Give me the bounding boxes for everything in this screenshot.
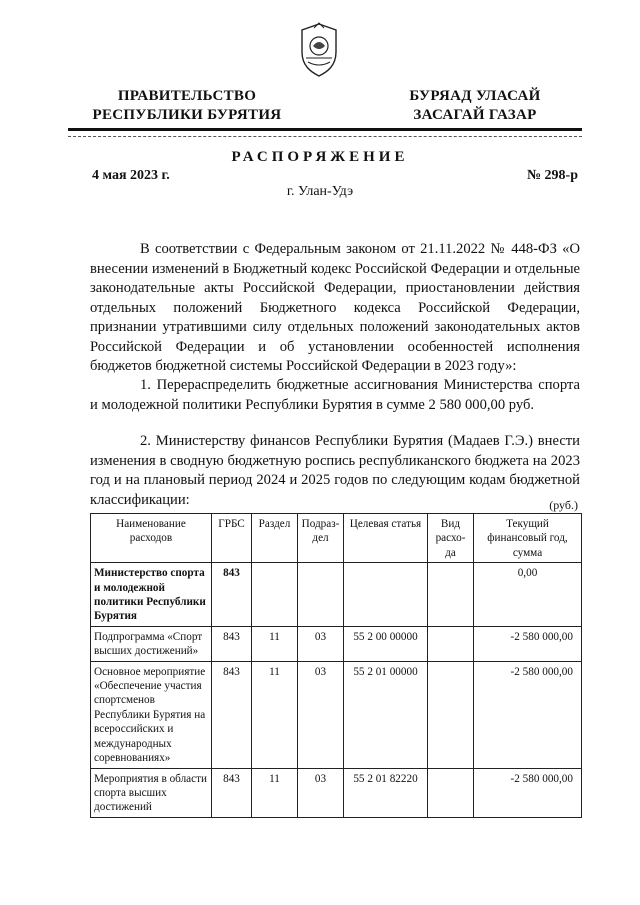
header-podrazdel: Подраз-дел — [298, 514, 344, 563]
budget-table — [90, 513, 582, 818]
cell-razdel: 11 — [252, 661, 298, 768]
org-ru-line1: ПРАВИТЕЛЬСТВО — [117, 88, 257, 104]
cell-vid — [428, 563, 474, 627]
cell-name: Министерство спорта и молодежной политики Республики Бурятия — [91, 563, 212, 627]
cell-celevaya: 55 2 01 00000 — [344, 661, 428, 768]
cell-name: Основное мероприятие «Обеспечение участия спортсменов Республики Бурятия на всероссийских и международных соревнованиях» — [91, 661, 212, 768]
currency-unit: (руб.) — [549, 498, 578, 512]
cell-vid — [428, 661, 474, 768]
cell-celevaya: 55 2 00 00000 — [344, 626, 428, 661]
cell-grbs: 843 — [212, 768, 252, 817]
org-name-bua — [380, 87, 570, 125]
cell-razdel: 11 — [252, 768, 298, 817]
coat-of-arms-emblem — [296, 22, 342, 78]
header-divider-thick — [68, 128, 582, 131]
cell-summa: 0,00 — [474, 563, 582, 627]
cell-vid — [428, 768, 474, 817]
item-2-paragraph: 2. Министерству финансов Республики Бурятия (Мадаев Г.Э.) внести изменения в сводную бюджетную роспись республиканского бюджета на 2023 год и на плановый период 2024 и 2025 годов по следующим кодам бюджетной классификации: — [90, 433, 580, 508]
cell-name: Подпрограмма «Спорт высших достижений» — [91, 626, 212, 661]
header-summa: Текущий финансовый год, сумма — [474, 514, 582, 563]
cell-grbs: 843 — [212, 563, 252, 627]
table-header-row — [91, 514, 582, 563]
header-razdel: Раздел — [252, 514, 298, 563]
preamble-paragraph: В соответствии с Федеральным законом от 21.11.2022 № 448-ФЗ «О внесении изменений в Бюджетный кодекс Российской Федерации и отдельные законодательные акты Российской Федерации, приостановлении действия отдельных положений Бюджетного кодекса Российской Федерации, признании утратившими силу отдельных положений законодательных актов Российской Федерации и об установлении особенностей исполнения бюджетов бюджетной системы Российской Федерации в 2023 году»: — [90, 241, 580, 374]
document-date: 4 мая 2023 г. — [92, 168, 170, 183]
org-bua-line2: ЗАСАГАЙ ГАЗАР — [413, 107, 537, 123]
header-name: Наименование расходов — [91, 514, 212, 563]
cell-summa: -2 580 000,00 — [474, 626, 582, 661]
cell-podrazdel: 03 — [298, 661, 344, 768]
document-number: № 298-р — [526, 168, 578, 183]
cell-razdel: 11 — [252, 626, 298, 661]
item-1-paragraph: 1. Перераспределить бюджетные ассигнования Министерства спорта и молодежной политики Республики Бурятия в сумме 2 580 000,00 руб. — [90, 377, 580, 413]
cell-razdel — [252, 563, 298, 627]
cell-podrazdel — [298, 563, 344, 627]
header-vid: Вид расхо-да — [428, 514, 474, 563]
header-celevaya: Целевая статья — [344, 514, 428, 563]
cell-vid — [428, 626, 474, 661]
org-name-ru — [82, 87, 292, 125]
cell-summa: -2 580 000,00 — [474, 768, 582, 817]
cell-podrazdel: 03 — [298, 768, 344, 817]
document-title: РАСПОРЯЖЕНИЕ — [231, 149, 409, 165]
cell-name: Мероприятия в области спорта высших достижений — [91, 768, 212, 817]
org-bua-line1: БУРЯАД УЛАСАЙ — [409, 88, 541, 104]
cell-celevaya — [344, 563, 428, 627]
cell-summa: -2 580 000,00 — [474, 661, 582, 768]
org-ru-line2: РЕСПУБЛИКИ БУРЯТИЯ — [92, 107, 282, 123]
table-row — [91, 563, 582, 627]
cell-celevaya: 55 2 01 82220 — [344, 768, 428, 817]
table-row — [91, 768, 582, 817]
header-divider-thin — [68, 136, 582, 137]
cell-grbs: 843 — [212, 626, 252, 661]
table-row — [91, 661, 582, 768]
document-city: г. Улан-Удэ — [286, 184, 354, 199]
cell-podrazdel: 03 — [298, 626, 344, 661]
table-row — [91, 626, 582, 661]
header-grbs: ГРБС — [212, 514, 252, 563]
cell-grbs: 843 — [212, 661, 252, 768]
